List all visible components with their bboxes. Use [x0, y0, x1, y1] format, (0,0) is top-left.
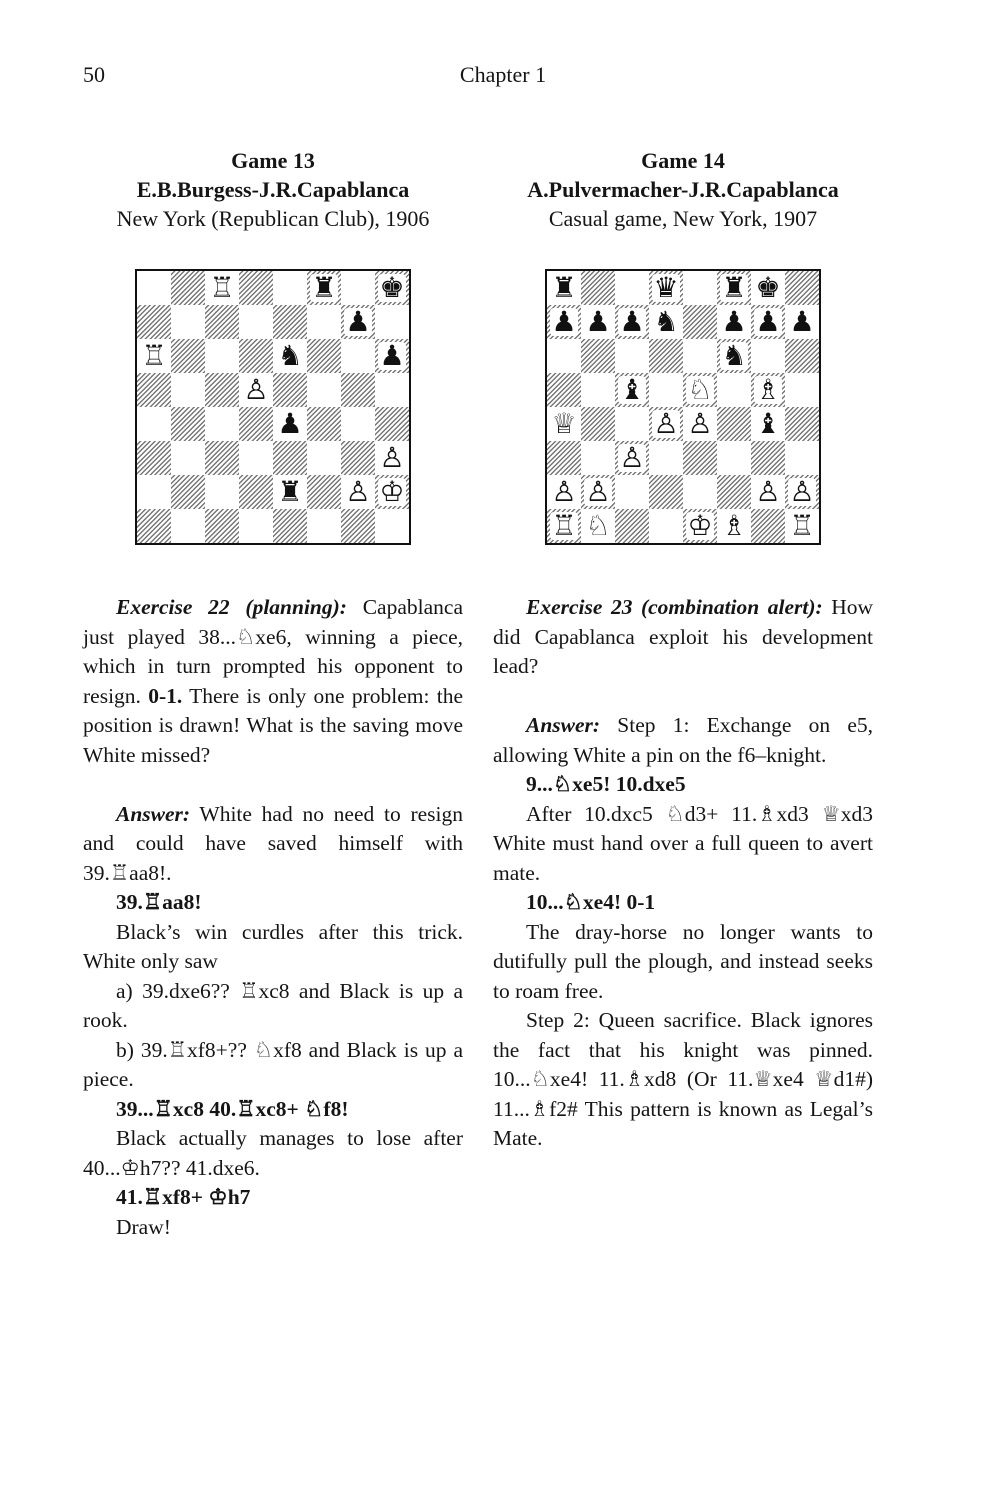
game-commentary: [493, 593, 873, 1154]
board-square: [341, 509, 375, 543]
board-square: [683, 339, 717, 373]
board-square: [239, 509, 273, 543]
board-square: [205, 373, 239, 407]
board-square: [785, 373, 819, 407]
board-square: [375, 407, 409, 441]
board-square: [785, 339, 819, 373]
board-square: [341, 339, 375, 373]
black-king-icon: ♚: [755, 271, 781, 304]
board-square: [683, 305, 717, 339]
board-square: [581, 339, 615, 373]
board-square: [137, 475, 171, 509]
exercise-text-tail: There is only one problem: the position is drawn! What is the saving move White missed?: [83, 683, 463, 767]
white-bishop-icon: ♗: [721, 509, 747, 542]
board-square: [581, 271, 615, 305]
board-square: [581, 373, 615, 407]
exercise-label: Exercise 23 (combination alert):: [526, 595, 823, 619]
board-square: [273, 339, 307, 373]
black-rook-icon: ♜: [277, 475, 303, 508]
exercise-label: Exercise 22 (planning):: [116, 595, 347, 619]
paragraph-gap: [493, 682, 873, 712]
board-square: [615, 373, 649, 407]
board-square: [273, 305, 307, 339]
board-square: [341, 475, 375, 509]
board-square: [649, 509, 683, 543]
board-square: [785, 475, 819, 509]
commentary-paragraph: The dray-horse no longer wants to dutifully pull the plough, and instead seeks to roam free.: [493, 919, 873, 1003]
board-square: [615, 339, 649, 373]
black-bishop-icon: ♝: [755, 407, 781, 440]
white-bishop-icon: ♗: [755, 373, 781, 406]
board-square: [751, 339, 785, 373]
board-square: [683, 407, 717, 441]
black-pawn-icon: ♟: [345, 305, 371, 338]
commentary-paragraph: Black’s win curdles after this trick. White only saw: [83, 919, 463, 973]
board-square: [239, 339, 273, 373]
black-rook-icon: ♜: [311, 271, 337, 304]
board-square: [717, 373, 751, 407]
board-square: [717, 407, 751, 441]
game-players: E.B.Burgess-J.R.Capablanca: [136, 177, 410, 202]
game-header: [493, 146, 873, 233]
board-square: [341, 373, 375, 407]
board-square: [375, 339, 409, 373]
board-square: [717, 509, 751, 543]
board-square: [273, 373, 307, 407]
board-square: [751, 509, 785, 543]
commentary-paragraph: Step 2: Queen sacrifice. Black ignores the fact that his knight was pinned. 10...♘xe4! 11.♗xd8 (Or 11.♕xe4 ♕d1#) 11...♗f2# This pattern is known as Legal’s Mate.: [493, 1008, 873, 1150]
board-square: [171, 475, 205, 509]
board-square: [547, 271, 581, 305]
game-title: Game 14: [641, 148, 725, 173]
answer-label: Answer:: [526, 713, 601, 737]
white-pawn-icon: ♙: [755, 475, 781, 508]
board-square: [239, 475, 273, 509]
exercise-text: How did Capablanca exploit his development lead?: [493, 595, 873, 678]
answer-text: Step 1: Exchange on e5, allowing White a pin on the f6–knight.: [493, 713, 873, 767]
board-square: [683, 271, 717, 305]
board-square: [615, 305, 649, 339]
board-square: [615, 407, 649, 441]
board-square: [307, 305, 341, 339]
board-square: [547, 373, 581, 407]
white-rook-icon: ♖: [551, 509, 577, 542]
board-square: [137, 373, 171, 407]
answer-paragraph: [83, 800, 463, 889]
board-square: [683, 373, 717, 407]
board-square: [171, 441, 205, 475]
black-knight-icon: ♞: [653, 305, 679, 338]
board-square: [649, 441, 683, 475]
black-knight-icon: ♞: [721, 339, 747, 372]
board-square: [751, 373, 785, 407]
board-square: [171, 271, 205, 305]
white-pawn-icon: ♙: [585, 475, 611, 508]
board-square: [751, 441, 785, 475]
board-square: [205, 271, 239, 305]
board-square: [375, 373, 409, 407]
move-line: 39.♖aa8!: [116, 890, 202, 914]
board-square: [547, 475, 581, 509]
board-square: [205, 475, 239, 509]
board-square: [341, 271, 375, 305]
answer-paragraph: [493, 711, 873, 770]
white-pawn-icon: ♙: [789, 475, 815, 508]
board-square: [239, 305, 273, 339]
white-knight-icon: ♘: [687, 373, 713, 406]
board-square: [717, 271, 751, 305]
white-pawn-icon: ♙: [379, 441, 405, 474]
board-square: [239, 271, 273, 305]
result: 0-1.: [148, 683, 183, 708]
move-line: 39...♖xc8 40.♖xc8+ ♘f8!: [116, 1096, 349, 1121]
black-rook-icon: ♜: [551, 271, 577, 304]
board-square: [751, 271, 785, 305]
game-14-column: [493, 146, 873, 1154]
white-pawn-icon: ♙: [687, 407, 713, 440]
board-square: [785, 305, 819, 339]
running-head: [83, 62, 923, 92]
board-square: [683, 441, 717, 475]
game-commentary: [83, 593, 463, 1242]
board-square: [717, 305, 751, 339]
board-square: [341, 305, 375, 339]
board-square: [341, 407, 375, 441]
commentary-paragraph: After 10.dxc5 ♘d3+ 11.♗xd3 ♕xd3 White must hand over a full queen to avert mate.: [493, 801, 873, 885]
board-square: [307, 407, 341, 441]
board-square: [785, 407, 819, 441]
board-square: [205, 509, 239, 543]
exercise-text: Capablanca just played 38...♘xe6, winning a piece, which in turn prompted his opponent to resign.: [83, 595, 463, 708]
board-square: [615, 271, 649, 305]
board-square: [581, 407, 615, 441]
black-pawn-icon: ♟: [755, 305, 781, 338]
board-square: [649, 475, 683, 509]
board-square: [341, 441, 375, 475]
board-square: [375, 475, 409, 509]
black-pawn-icon: ♟: [619, 305, 645, 338]
board-square: [683, 475, 717, 509]
chapter-title: Chapter 1: [459, 62, 547, 87]
move-line: 10...♘xe4! 0-1: [526, 890, 656, 914]
board-square: [751, 475, 785, 509]
game-13-column: [83, 146, 463, 1242]
board-square: [649, 373, 683, 407]
chess-board: [545, 269, 821, 545]
board-square: [137, 305, 171, 339]
board-square: [137, 339, 171, 373]
black-pawn-icon: ♟: [721, 305, 747, 338]
white-rook-icon: ♖: [209, 271, 235, 304]
game-event: New York (Republican Club), 1906: [116, 206, 430, 231]
board-square: [307, 271, 341, 305]
answer-text: White had no need to resign and could have saved himself with 39.♖aa8!.: [83, 801, 463, 885]
board-square: [307, 441, 341, 475]
white-pawn-icon: ♙: [345, 475, 371, 508]
board-square: [205, 441, 239, 475]
game-players: A.Pulvermacher-J.R.Capablanca: [527, 177, 839, 202]
board-square: [273, 509, 307, 543]
board-square: [171, 305, 205, 339]
board-square: [683, 509, 717, 543]
black-pawn-icon: ♟: [551, 305, 577, 338]
black-rook-icon: ♜: [721, 271, 747, 304]
board-square: [239, 441, 273, 475]
board-square: [273, 271, 307, 305]
white-rook-icon: ♖: [789, 509, 815, 542]
board-square: [239, 373, 273, 407]
board-square: [547, 407, 581, 441]
board-square: [615, 509, 649, 543]
board-square: [547, 509, 581, 543]
board-square: [307, 475, 341, 509]
paragraph-gap: [83, 770, 463, 800]
board-square: [307, 509, 341, 543]
move-line: 41.♖xf8+ ♔h7: [116, 1185, 251, 1209]
white-king-icon: ♔: [379, 475, 405, 508]
board-square: [547, 305, 581, 339]
board-square: [171, 407, 205, 441]
board-square: [547, 339, 581, 373]
board-square: [649, 271, 683, 305]
white-pawn-icon: ♙: [619, 441, 645, 474]
white-knight-icon: ♘: [585, 509, 611, 542]
board-square: [171, 509, 205, 543]
board-square: [751, 305, 785, 339]
page-number: 50: [83, 62, 105, 87]
black-pawn-icon: ♟: [379, 339, 405, 372]
black-queen-icon: ♛: [653, 271, 679, 304]
board-square: [375, 509, 409, 543]
answer-label: Answer:: [116, 801, 191, 826]
black-knight-icon: ♞: [277, 339, 303, 372]
black-bishop-icon: ♝: [619, 373, 645, 406]
board-square: [137, 407, 171, 441]
board-square: [273, 475, 307, 509]
board-square: [581, 305, 615, 339]
exercise-paragraph: [493, 593, 873, 682]
commentary-paragraph: a) 39.dxe6?? ♖xc8 and Black is up a rook.: [83, 978, 463, 1032]
board-square: [307, 339, 341, 373]
board-square: [581, 441, 615, 475]
white-queen-icon: ♕: [551, 407, 577, 440]
black-pawn-icon: ♟: [277, 407, 303, 440]
board-square: [785, 509, 819, 543]
board-square: [205, 339, 239, 373]
move-line: 9...♘xe5! 10.dxe5: [526, 772, 686, 796]
black-pawn-icon: ♟: [789, 305, 815, 338]
board-square: [239, 407, 273, 441]
board-square: [581, 509, 615, 543]
board-square: [785, 441, 819, 475]
board-square: [171, 373, 205, 407]
board-square: [137, 271, 171, 305]
board-square: [375, 271, 409, 305]
black-pawn-icon: ♟: [585, 305, 611, 338]
board-square: [205, 305, 239, 339]
board-square: [649, 339, 683, 373]
board-square: [205, 407, 239, 441]
white-rook-icon: ♖: [141, 339, 167, 372]
board-square: [615, 475, 649, 509]
board-square: [751, 407, 785, 441]
board-square: [307, 373, 341, 407]
game-title: Game 13: [231, 148, 315, 173]
white-pawn-icon: ♙: [653, 407, 679, 440]
board-square: [717, 441, 751, 475]
board-square: [615, 441, 649, 475]
board-square: [171, 339, 205, 373]
board-square: [717, 339, 751, 373]
commentary-paragraph: Draw!: [116, 1214, 171, 1239]
game-event: Casual game, New York, 1907: [548, 206, 818, 231]
exercise-paragraph: [83, 593, 463, 770]
commentary-paragraph: b) 39.♖xf8+?? ♘xf8 and Black is up a piece.: [83, 1037, 463, 1091]
board-square: [581, 475, 615, 509]
game-header: [83, 146, 463, 233]
black-king-icon: ♚: [379, 271, 405, 304]
board-square: [785, 271, 819, 305]
board-square: [649, 407, 683, 441]
board-square: [137, 441, 171, 475]
board-square: [273, 407, 307, 441]
board-square: [375, 305, 409, 339]
board-square: [273, 441, 307, 475]
white-pawn-icon: ♙: [551, 475, 577, 508]
commentary-paragraph: Black actually manages to lose after 40...♔h7?? 41.dxe6.: [83, 1126, 463, 1180]
white-king-icon: ♔: [687, 509, 713, 542]
white-pawn-icon: ♙: [243, 373, 269, 406]
chess-board: [135, 269, 411, 545]
board-square: [137, 509, 171, 543]
board-square: [547, 441, 581, 475]
board-square: [649, 305, 683, 339]
board-square: [375, 441, 409, 475]
board-square: [717, 475, 751, 509]
